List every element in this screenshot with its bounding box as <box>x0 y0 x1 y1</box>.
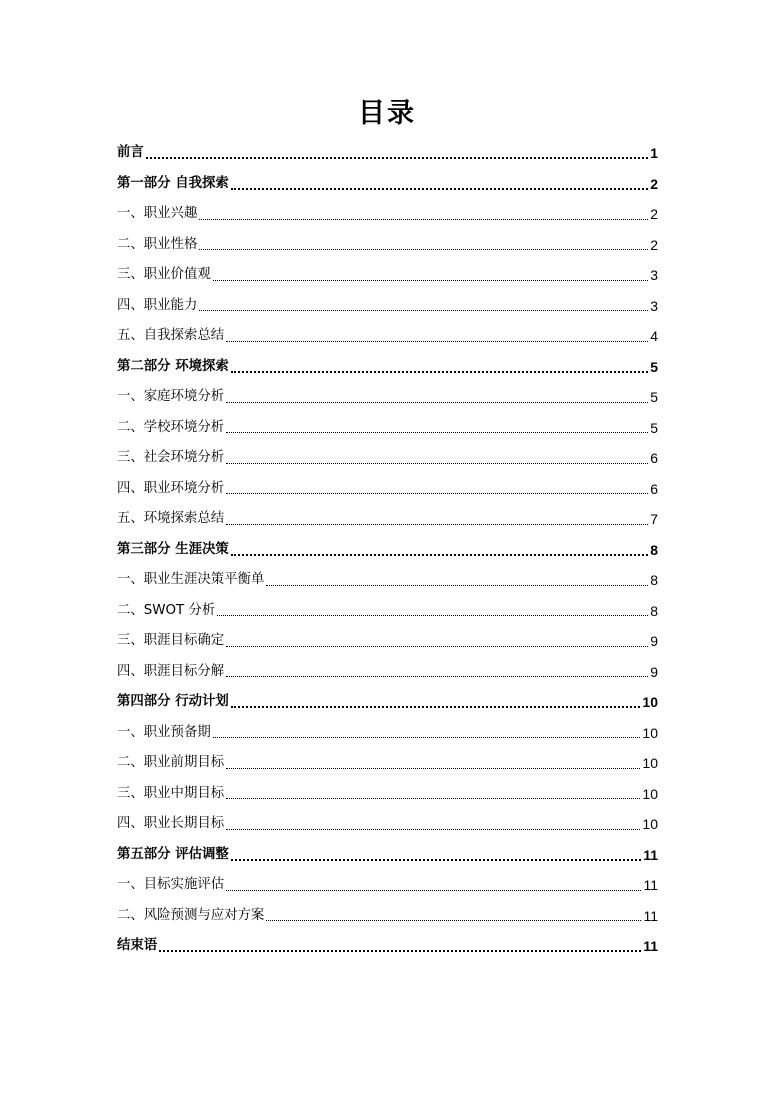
toc-subsection-entry[interactable] <box>117 718 658 749</box>
toc-subsection-entry[interactable] <box>117 748 658 779</box>
toc-page-number: 8 <box>650 541 658 558</box>
toc-entry-label: 一、职业预备期 <box>117 724 211 740</box>
toc-dot-leader <box>226 432 648 433</box>
toc-dot-leader <box>231 371 648 373</box>
toc-dot-leader <box>226 676 648 677</box>
toc-entry-label: 一、目标实施评估 <box>117 877 225 893</box>
toc-subsection-entry[interactable] <box>117 413 658 444</box>
toc-section-entry[interactable] <box>117 687 658 718</box>
toc-dot-leader <box>226 646 648 647</box>
toc-page-number: 5 <box>650 358 658 375</box>
toc-page-number: 8 <box>650 602 658 619</box>
toc-entry-label: 第五部分 评估调整 <box>117 846 229 862</box>
toc-section-entry[interactable] <box>117 138 658 169</box>
toc-entry-label: 第二部分 环境探索 <box>117 358 229 374</box>
toc-dot-leader <box>199 249 648 250</box>
toc-page-number: 5 <box>650 389 658 406</box>
toc-entry-label: 一、职业生涯决策平衡单 <box>117 572 265 588</box>
toc-dot-leader <box>226 768 640 769</box>
toc-entry-label: 一、家庭环境分析 <box>117 389 225 405</box>
toc-subsection-entry[interactable] <box>117 291 658 322</box>
toc-page-number: 10 <box>642 694 658 711</box>
toc-subsection-entry[interactable] <box>117 504 658 535</box>
toc-entry-label: 五、环境探索总结 <box>117 511 225 527</box>
toc-dot-leader <box>199 310 648 311</box>
toc-subsection-entry[interactable] <box>117 321 658 352</box>
toc-entry-label: 第三部分 生涯决策 <box>117 541 229 557</box>
toc-page-number: 7 <box>650 511 658 528</box>
toc-page-number: 11 <box>643 877 658 894</box>
toc-entry-label: 第四部分 行动计划 <box>117 694 229 710</box>
toc-page-number: 11 <box>643 846 658 863</box>
toc-page-number: 10 <box>642 755 658 772</box>
toc-dot-leader <box>226 463 648 464</box>
toc-subsection-entry[interactable] <box>117 779 658 810</box>
toc-dot-leader <box>226 829 640 830</box>
toc-dot-leader <box>266 585 648 586</box>
toc-entry-label: 二、学校环境分析 <box>117 419 225 435</box>
toc-section-entry[interactable] <box>117 352 658 383</box>
toc-subsection-entry[interactable] <box>117 870 658 901</box>
table-of-contents <box>117 138 658 962</box>
toc-entry-label: 五、自我探索总结 <box>117 328 225 344</box>
toc-dot-leader <box>226 524 648 525</box>
toc-subsection-entry[interactable] <box>117 230 658 261</box>
toc-entry-label: 二、职业前期目标 <box>117 755 225 771</box>
toc-dot-leader <box>217 615 648 616</box>
toc-entry-label: 三、职涯目标确定 <box>117 633 225 649</box>
toc-entry-label: 三、职业价值观 <box>117 267 211 283</box>
toc-page-number: 11 <box>643 938 658 955</box>
toc-entry-label: 三、社会环境分析 <box>117 450 225 466</box>
toc-page-number: 6 <box>650 480 658 497</box>
toc-subsection-entry[interactable] <box>117 657 658 688</box>
toc-page-number: 3 <box>650 267 658 284</box>
toc-dot-leader <box>231 188 648 190</box>
toc-dot-leader <box>231 859 641 861</box>
toc-page-number: 9 <box>650 663 658 680</box>
toc-page-number: 8 <box>650 572 658 589</box>
toc-page-number: 2 <box>650 236 658 253</box>
toc-subsection-entry[interactable] <box>117 626 658 657</box>
toc-dot-leader <box>226 890 641 891</box>
toc-page-number: 10 <box>642 816 658 833</box>
toc-subsection-entry[interactable] <box>117 199 658 230</box>
toc-entry-label: 四、职业能力 <box>117 297 198 313</box>
toc-entry-label: 四、职业长期目标 <box>117 816 225 832</box>
toc-entry-label: 二、SWOT 分析 <box>117 602 216 618</box>
toc-entry-label: 二、风险预测与应对方案 <box>117 907 265 923</box>
toc-dot-leader <box>266 920 641 921</box>
toc-dot-leader <box>226 798 640 799</box>
toc-page-number: 10 <box>642 785 658 802</box>
toc-section-entry[interactable] <box>117 535 658 566</box>
toc-section-entry[interactable] <box>117 169 658 200</box>
toc-entry-label: 一、职业兴趣 <box>117 206 198 222</box>
toc-page-number: 3 <box>650 297 658 314</box>
toc-dot-leader <box>226 402 648 403</box>
toc-section-entry[interactable] <box>117 840 658 871</box>
toc-section-entry[interactable] <box>117 931 658 962</box>
toc-page-number: 1 <box>650 145 658 162</box>
toc-entry-label: 第一部分 自我探索 <box>117 175 229 191</box>
toc-subsection-entry[interactable] <box>117 260 658 291</box>
toc-page-number: 6 <box>650 450 658 467</box>
toc-dot-leader <box>213 280 648 281</box>
toc-entry-label: 四、职涯目标分解 <box>117 663 225 679</box>
toc-page-number: 2 <box>650 206 658 223</box>
toc-subsection-entry[interactable] <box>117 901 658 932</box>
toc-page-number: 11 <box>643 907 658 924</box>
toc-entry-label: 结束语 <box>117 938 158 954</box>
toc-entry-label: 四、职业环境分析 <box>117 480 225 496</box>
toc-page-number: 2 <box>650 175 658 192</box>
toc-subsection-entry[interactable] <box>117 565 658 596</box>
toc-page-number: 5 <box>650 419 658 436</box>
toc-dot-leader <box>231 554 648 556</box>
toc-dot-leader <box>226 493 648 494</box>
toc-dot-leader <box>159 950 641 952</box>
toc-dot-leader <box>199 219 648 220</box>
toc-subsection-entry[interactable] <box>117 443 658 474</box>
toc-subsection-entry[interactable] <box>117 474 658 505</box>
toc-dot-leader <box>146 157 648 159</box>
toc-entry-label: 前言 <box>117 145 144 161</box>
toc-dot-leader <box>213 737 641 738</box>
toc-subsection-entry[interactable] <box>117 382 658 413</box>
toc-dot-leader <box>226 341 648 342</box>
page-title: 目录 <box>358 98 416 129</box>
toc-page-number: 9 <box>650 633 658 650</box>
toc-page-number: 4 <box>650 328 658 345</box>
toc-subsection-entry[interactable] <box>117 596 658 627</box>
toc-entry-label: 三、职业中期目标 <box>117 785 225 801</box>
toc-dot-leader <box>231 706 641 708</box>
toc-page-number: 10 <box>642 724 658 741</box>
toc-entry-label: 二、职业性格 <box>117 236 198 252</box>
toc-subsection-entry[interactable] <box>117 809 658 840</box>
